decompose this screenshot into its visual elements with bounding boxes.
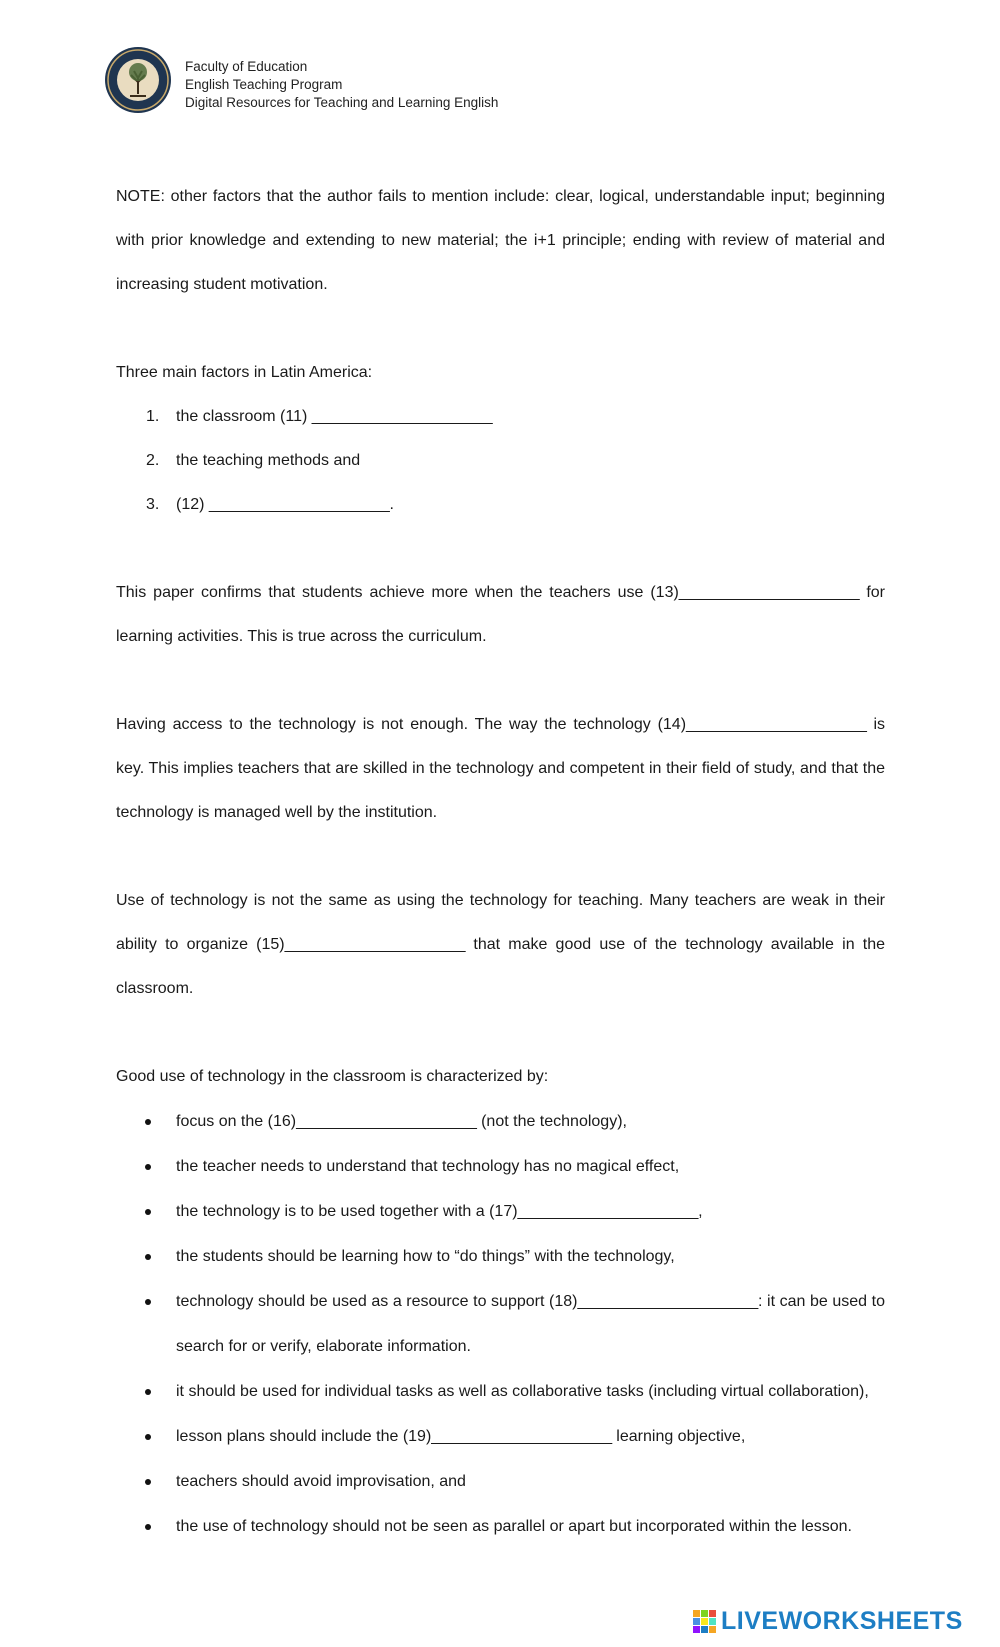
liveworksheets-brand: LIVEWORKSHEETS — [721, 1607, 963, 1635]
answer-blank-19[interactable]: _____________________ — [431, 1428, 612, 1445]
bullet-item-magic: the teacher needs to understand that technology has no magical effect, — [116, 1144, 885, 1189]
answer-blank-17[interactable]: _____________________ — [517, 1203, 699, 1220]
bullet-item-19: lesson plans should include the (19)_____________________ learning objective, — [116, 1414, 885, 1459]
answer-blank-12[interactable]: _____________________ — [208, 496, 390, 513]
bullet-item-tasks: it should be used for individual tasks as well as collaborative tasks (including virtual collaboration), — [116, 1369, 885, 1414]
answer-blank-18[interactable]: _____________________ — [577, 1293, 759, 1310]
list-item-12: 3. (12) _____________________. — [116, 483, 885, 527]
answer-blank-13[interactable]: _____________________ — [678, 584, 860, 601]
answer-blank-16[interactable]: _____________________ — [296, 1113, 477, 1130]
bullet-icon — [145, 1209, 151, 1215]
good-use-heading: Good use of technology in the classroom is characterized by: — [116, 1068, 549, 1085]
note-paragraph: NOTE: other factors that the author fails to mention include: clear, logical, understandable input; beginning with prior knowledge and extending to new material; the i+1 principle; ending with review of material and increasing student motivation. — [116, 188, 886, 293]
paragraph-15: Use of technology is not the same as using the technology for teaching. Many teachers are weak in their ability to organize (15)_____________________ that make good use of the technology available in the classroom. — [116, 892, 886, 997]
bullet-icon — [145, 1299, 151, 1305]
list-item-methods: 2. the teaching methods and — [146, 452, 361, 469]
header-program: English Teaching Program — [185, 77, 343, 92]
paragraph-13: This paper confirms that students achieve more when the teachers use (13)_____________________ for learning activities. This is true across the curriculum. — [116, 571, 885, 659]
bullet-item-17: the technology is to be used together with a (17)_____________________, — [116, 1189, 885, 1234]
header-resources: Digital Resources for Teaching and Learning English — [185, 95, 499, 110]
factors-heading: Three main factors in Latin America: — [116, 364, 373, 381]
bullet-item-16: focus on the (16)_____________________ (not the technology), — [116, 1099, 885, 1144]
bullet-icon — [145, 1479, 151, 1485]
bullet-item-improvisation: teachers should avoid improvisation, and — [116, 1459, 885, 1504]
liveworksheets-logo — [693, 1606, 993, 1636]
bullet-icon — [145, 1434, 151, 1440]
header-faculty: Faculty of Education — [185, 59, 308, 74]
bullet-item-do-things: the students should be learning how to “do things” with the technology, — [116, 1234, 885, 1279]
list-item-11: 1. the classroom (11) _____________________ — [116, 395, 885, 439]
university-seal-logo — [104, 46, 172, 114]
bullet-icon — [145, 1119, 151, 1125]
paragraph-14: Having access to the technology is not enough. The way the technology (14)_____________________ is key. This implies teachers that are skilled in the technology and competent in their field of study, and that the technology is managed well by the institution. — [116, 703, 885, 835]
bullet-item-incorporated: the use of technology should not be seen as parallel or apart but incorporated within the lesson. — [116, 1504, 885, 1549]
answer-blank-14[interactable]: _____________________ — [686, 716, 867, 733]
bullet-icon — [145, 1254, 151, 1260]
answer-blank-15[interactable]: _____________________ — [284, 936, 466, 953]
answer-blank-11[interactable]: _____________________ — [311, 408, 493, 425]
worksheet-content — [116, 175, 885, 1549]
liveworksheets-blocks-icon — [693, 1610, 717, 1634]
bullet-item-18: technology should be used as a resource to support (18)_____________________: it can be used to search for or verify, elaborate information. — [116, 1279, 885, 1369]
bullet-icon — [145, 1524, 151, 1530]
bullet-icon — [145, 1164, 151, 1170]
bullet-icon — [145, 1389, 151, 1395]
